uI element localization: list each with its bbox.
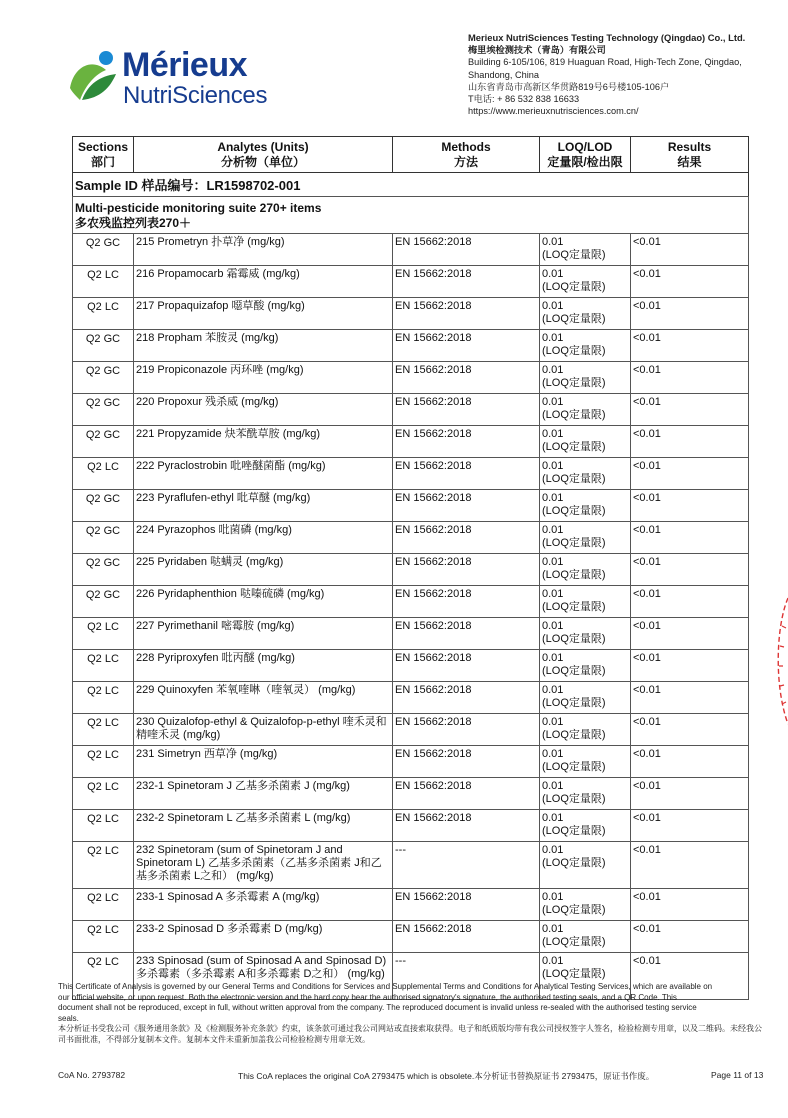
loq-value: 0.01 [542, 955, 564, 967]
cell-loq [540, 330, 631, 362]
loq-value: 0.01 [542, 556, 564, 568]
loq-note: (LOQ定量限) [542, 345, 606, 357]
cell-section: Q2 GC [73, 426, 134, 458]
cell-section: Q2 LC [73, 266, 134, 298]
cell-loq [540, 362, 631, 394]
table-row [73, 298, 749, 330]
table-row [73, 362, 749, 394]
loq-note: (LOQ定量限) [542, 968, 606, 980]
loq-note: (LOQ定量限) [542, 825, 606, 837]
loq-note: (LOQ定量限) [542, 729, 606, 741]
cell-result: <0.01 [631, 554, 749, 586]
loq-value: 0.01 [542, 236, 564, 248]
cell-method: EN 15662:2018 [393, 554, 540, 586]
header-sections-en: Sections [77, 140, 128, 154]
cell-section: Q2 GC [73, 586, 134, 618]
col-header-methods [393, 137, 540, 173]
table-row [73, 554, 749, 586]
cell-loq [540, 682, 631, 714]
loq-value: 0.01 [542, 428, 564, 440]
loq-value: 0.01 [542, 300, 564, 312]
cell-section: Q2 GC [73, 522, 134, 554]
logo-leaf-icon [66, 44, 126, 116]
cell-section: Q2 LC [73, 810, 134, 842]
table-row [73, 234, 749, 266]
cell-section: Q2 LC [73, 458, 134, 490]
table-row [73, 266, 749, 298]
cell-result: <0.01 [631, 394, 749, 426]
loq-value: 0.01 [542, 891, 564, 903]
sample-id-row [73, 173, 749, 197]
cell-method: EN 15662:2018 [393, 650, 540, 682]
cell-analyte: 233-1 Spinosad A 多杀霉素 A (mg/kg) [134, 889, 393, 921]
table-row [73, 778, 749, 810]
cell-result: <0.01 [631, 234, 749, 266]
cell-analyte: 221 Propyzamide 炔苯酰草胺 (mg/kg) [134, 426, 393, 458]
cell-analyte: 219 Propiconazole 丙环唑 (mg/kg) [134, 362, 393, 394]
cell-loq [540, 714, 631, 746]
cell-method: EN 15662:2018 [393, 746, 540, 778]
company-name-cn: 梅里埃检测技术（青岛）有限公司 [468, 45, 606, 56]
cell-result: <0.01 [631, 746, 749, 778]
loq-note: (LOQ定量限) [542, 665, 606, 677]
cell-section: Q2 GC [73, 234, 134, 266]
cell-analyte: 223 Pyraflufen-ethyl 吡草醚 (mg/kg) [134, 490, 393, 522]
cell-method: EN 15662:2018 [393, 889, 540, 921]
table-row [73, 746, 749, 778]
cell-loq [540, 746, 631, 778]
coa-replacement-note: This CoA replaces the original CoA 2793475 which is obsolete.本分析证书替换原证书 2793475，原证书作废。 [238, 1071, 655, 1081]
cell-result: <0.01 [631, 426, 749, 458]
cell-analyte: 229 Quinoxyfen 苯氧喹啉（喹氧灵） (mg/kg) [134, 682, 393, 714]
loq-note: (LOQ定量限) [542, 281, 606, 293]
cell-section: Q2 GC [73, 554, 134, 586]
table-row [73, 330, 749, 362]
cell-section: Q2 LC [73, 953, 134, 1000]
cell-method: EN 15662:2018 [393, 490, 540, 522]
cell-loq [540, 234, 631, 266]
table-row [73, 889, 749, 921]
cell-method: EN 15662:2018 [393, 522, 540, 554]
table-row [73, 522, 749, 554]
cell-loq [540, 266, 631, 298]
cell-loq [540, 522, 631, 554]
loq-value: 0.01 [542, 620, 564, 632]
suite-title [73, 197, 749, 234]
table-row [73, 842, 749, 889]
table-header-row [73, 137, 749, 173]
cell-method: --- [393, 953, 540, 1000]
loq-value: 0.01 [542, 923, 564, 935]
cell-section: Q2 GC [73, 330, 134, 362]
cell-section: Q2 GC [73, 362, 134, 394]
cell-method: EN 15662:2018 [393, 778, 540, 810]
cell-analyte: 232 Spinetoram (sum of Spinetoram J and Spinetoram L) 乙基多杀菌素（乙基多杀菌素 J和乙基多杀菌素 L之和） (mg/kg) [134, 842, 393, 889]
company-tel: T电话: + 86 532 838 16633 [468, 94, 580, 105]
footer-en-line-1: This Certificate of Analysis is governed by our General Terms and Conditions for Services and Supplemental Terms and Conditions for Analytical Testing Services, which are available on [58, 982, 713, 991]
cell-loq [540, 554, 631, 586]
cell-analyte: 224 Pyrazophos 吡菌磷 (mg/kg) [134, 522, 393, 554]
footer-en-line-3: document shall not be reproduced, except in full, without written approval from the company. The reproduced document is invalid unless re-sealed with the authorised testing service [58, 1003, 697, 1012]
suite-title-cn: 多农残监控列表270＋ [75, 216, 192, 230]
table-row [73, 618, 749, 650]
coa-number: CoA No. 2793782 [58, 1070, 126, 1080]
cell-loq [540, 810, 631, 842]
company-address-2: Shandong, China [468, 69, 540, 80]
loq-note: (LOQ定量限) [542, 249, 606, 261]
loq-note: (LOQ定量限) [542, 313, 606, 325]
cell-analyte: 228 Pyriproxyfen 吡丙醚 (mg/kg) [134, 650, 393, 682]
logo-text-nutrisciences: NutriSciences [123, 82, 268, 109]
cell-method: EN 15662:2018 [393, 266, 540, 298]
loq-value: 0.01 [542, 268, 564, 280]
cell-result: <0.01 [631, 490, 749, 522]
header-loq-en: LOQ/LOD [557, 140, 613, 154]
loq-value: 0.01 [542, 844, 564, 856]
loq-value: 0.01 [542, 716, 564, 728]
company-address-cn: 山东省青岛市高新区华贯路819号6号楼105-106户 [468, 81, 670, 92]
table-row [73, 490, 749, 522]
cell-result: <0.01 [631, 266, 749, 298]
cell-section: Q2 LC [73, 778, 134, 810]
cell-result: <0.01 [631, 362, 749, 394]
cell-method: EN 15662:2018 [393, 810, 540, 842]
cell-method: EN 15662:2018 [393, 586, 540, 618]
loq-value: 0.01 [542, 524, 564, 536]
footer-terms [58, 982, 766, 1045]
cell-loq [540, 650, 631, 682]
cell-analyte: 232-1 Spinetoram J 乙基多杀菌素 J (mg/kg) [134, 778, 393, 810]
cell-method: EN 15662:2018 [393, 362, 540, 394]
loq-note: (LOQ定量限) [542, 537, 606, 549]
cell-loq [540, 889, 631, 921]
cell-section: Q2 GC [73, 394, 134, 426]
company-info [468, 32, 780, 117]
cell-section: Q2 LC [73, 746, 134, 778]
cell-loq [540, 842, 631, 889]
cell-method: EN 15662:2018 [393, 330, 540, 362]
cell-result: <0.01 [631, 921, 749, 953]
header-analytes-cn: 分析物（单位） [220, 155, 305, 169]
cell-analyte: 222 Pyraclostrobin 吡唑醚菌酯 (mg/kg) [134, 458, 393, 490]
results-table [72, 136, 749, 1000]
cell-loq [540, 458, 631, 490]
cell-loq [540, 394, 631, 426]
cell-result: <0.01 [631, 298, 749, 330]
logo-text-merieux: Mérieux [122, 46, 247, 84]
header-analytes-en: Analytes (Units) [217, 140, 309, 154]
loq-note: (LOQ定量限) [542, 857, 606, 869]
cell-result: <0.01 [631, 586, 749, 618]
cell-analyte: 232-2 Spinetoram L 乙基多杀菌素 L (mg/kg) [134, 810, 393, 842]
suite-title-en: Multi-pesticide monitoring suite 270+ items [75, 201, 322, 215]
cell-analyte: 220 Propoxur 残杀威 (mg/kg) [134, 394, 393, 426]
cell-loq [540, 586, 631, 618]
cell-analyte: 217 Propaquizafop 噁草酸 (mg/kg) [134, 298, 393, 330]
loq-note: (LOQ定量限) [542, 633, 606, 645]
company-website[interactable]: https://www.merieuxnutrisciences.com.cn/ [468, 106, 639, 117]
cell-result: <0.01 [631, 618, 749, 650]
cell-section: Q2 LC [73, 842, 134, 889]
table-row [73, 921, 749, 953]
loq-value: 0.01 [542, 748, 564, 760]
suite-row [73, 197, 749, 234]
company-logo [66, 44, 276, 116]
loq-value: 0.01 [542, 396, 564, 408]
cell-analyte: 233-2 Spinosad D 多杀霉素 D (mg/kg) [134, 921, 393, 953]
cell-result: <0.01 [631, 330, 749, 362]
cell-loq [540, 426, 631, 458]
footer-cn-line-2: 司书面批准，不得部分复制本文件。复制本文件未重新加盖我公司检验检测专用章无效。 [58, 1034, 370, 1044]
loq-value: 0.01 [542, 780, 564, 792]
cell-result: <0.01 [631, 778, 749, 810]
company-name-en: Merieux NutriSciences Testing Technology (Qingdao) Co., Ltd. [468, 32, 746, 43]
loq-value: 0.01 [542, 684, 564, 696]
footer-cn-line-1: 本分析证书受我公司《服务通用条款》及《检测服务补充条款》约束，该条款可通过我公司网站或直接索取获得。电子和纸质版均带有我公司授权签字人签名，检验检测专用章，以及二维码。未经我公 [58, 1024, 762, 1033]
cell-method: EN 15662:2018 [393, 618, 540, 650]
table-row [73, 682, 749, 714]
cell-method: EN 15662:2018 [393, 394, 540, 426]
col-header-sections [73, 137, 134, 173]
cell-result: <0.01 [631, 682, 749, 714]
table-row [73, 650, 749, 682]
company-address-1: Building 6-105/106, 819 Huaguan Road, High-Tech Zone, Qingdao, [468, 57, 742, 68]
cell-analyte: 227 Pyrimethanil 嘧霉胺 (mg/kg) [134, 618, 393, 650]
loq-value: 0.01 [542, 460, 564, 472]
loq-note: (LOQ定量限) [542, 377, 606, 389]
table-row [73, 714, 749, 746]
col-header-results [631, 137, 749, 173]
table-row [73, 458, 749, 490]
loq-note: (LOQ定量限) [542, 601, 606, 613]
cell-loq [540, 618, 631, 650]
cell-section: Q2 LC [73, 921, 134, 953]
cell-result: <0.01 [631, 522, 749, 554]
sample-id: Sample ID 样品编号：LR1598702-001 [73, 173, 749, 197]
cell-analyte: 226 Pyridaphenthion 哒嗪硫磷 (mg/kg) [134, 586, 393, 618]
cell-section: Q2 LC [73, 650, 134, 682]
loq-note: (LOQ定量限) [542, 793, 606, 805]
cell-method: EN 15662:2018 [393, 921, 540, 953]
cell-analyte: 218 Propham 苯胺灵 (mg/kg) [134, 330, 393, 362]
cell-method: --- [393, 842, 540, 889]
cell-result: <0.01 [631, 458, 749, 490]
loq-note: (LOQ定量限) [542, 473, 606, 485]
header-sections-cn: 部门 [90, 155, 115, 169]
loq-note: (LOQ定量限) [542, 761, 606, 773]
loq-value: 0.01 [542, 492, 564, 504]
cell-section: Q2 LC [73, 298, 134, 330]
page-number: Page 11 of 13 [711, 1070, 764, 1080]
loq-note: (LOQ定量限) [542, 441, 606, 453]
cell-section: Q2 LC [73, 889, 134, 921]
loq-value: 0.01 [542, 588, 564, 600]
header-methods-en: Methods [441, 140, 491, 154]
cell-section: Q2 LC [73, 682, 134, 714]
loq-note: (LOQ定量限) [542, 505, 606, 517]
loq-note: (LOQ定量限) [542, 936, 606, 948]
cell-analyte: 231 Simetryn 西草净 (mg/kg) [134, 746, 393, 778]
cell-loq [540, 490, 631, 522]
table-row [73, 586, 749, 618]
table-row [73, 394, 749, 426]
header-results-cn: 结果 [677, 155, 702, 169]
cell-section: Q2 GC [73, 490, 134, 522]
cell-analyte: 233 Spinosad (sum of Spinosad A and Spinosad D) 多杀霉素（多杀霉素 A和多杀霉素 D之和） (mg/kg) [134, 953, 393, 1000]
cell-method: EN 15662:2018 [393, 458, 540, 490]
col-header-analytes [134, 137, 393, 173]
header-loq-cn: 定量限/检出限 [547, 155, 623, 169]
cell-analyte: 225 Pyridaben 哒螨灵 (mg/kg) [134, 554, 393, 586]
seal-stamp-icon [770, 596, 788, 726]
loq-note: (LOQ定量限) [542, 697, 606, 709]
cell-result: <0.01 [631, 842, 749, 889]
footer-en-line-2: our official website, or upon request. Both the electronic version and the hard copy bear the authorised signatory's signature, the authorised testing seals, and a QR Code. This [58, 992, 677, 1002]
cell-method: EN 15662:2018 [393, 426, 540, 458]
cell-method: EN 15662:2018 [393, 714, 540, 746]
cell-section: Q2 LC [73, 714, 134, 746]
cell-result: <0.01 [631, 953, 749, 1000]
footer-en-line-4: seals. [58, 1013, 79, 1023]
header-methods-cn: 方法 [453, 155, 478, 169]
cell-analyte: 216 Propamocarb 霜霉威 (mg/kg) [134, 266, 393, 298]
cell-method: EN 15662:2018 [393, 682, 540, 714]
cell-method: EN 15662:2018 [393, 234, 540, 266]
table-row [73, 426, 749, 458]
loq-note: (LOQ定量限) [542, 904, 606, 916]
cell-result: <0.01 [631, 810, 749, 842]
loq-note: (LOQ定量限) [542, 409, 606, 421]
cell-method: EN 15662:2018 [393, 298, 540, 330]
cell-loq [540, 921, 631, 953]
header-results-en: Results [667, 140, 712, 154]
cell-analyte: 230 Quizalofop-ethyl & Quizalofop-p-ethyl 喹禾灵和精喹禾灵 (mg/kg) [134, 714, 393, 746]
loq-value: 0.01 [542, 364, 564, 376]
cell-section: Q2 LC [73, 618, 134, 650]
cell-result: <0.01 [631, 889, 749, 921]
cell-result: <0.01 [631, 650, 749, 682]
cell-result: <0.01 [631, 714, 749, 746]
loq-note: (LOQ定量限) [542, 569, 606, 581]
loq-value: 0.01 [542, 812, 564, 824]
table-row [73, 810, 749, 842]
cell-loq [540, 778, 631, 810]
col-header-loq [540, 137, 631, 173]
cell-loq [540, 298, 631, 330]
loq-value: 0.01 [542, 332, 564, 344]
cell-analyte: 215 Prometryn 扑草净 (mg/kg) [134, 234, 393, 266]
loq-value: 0.01 [542, 652, 564, 664]
